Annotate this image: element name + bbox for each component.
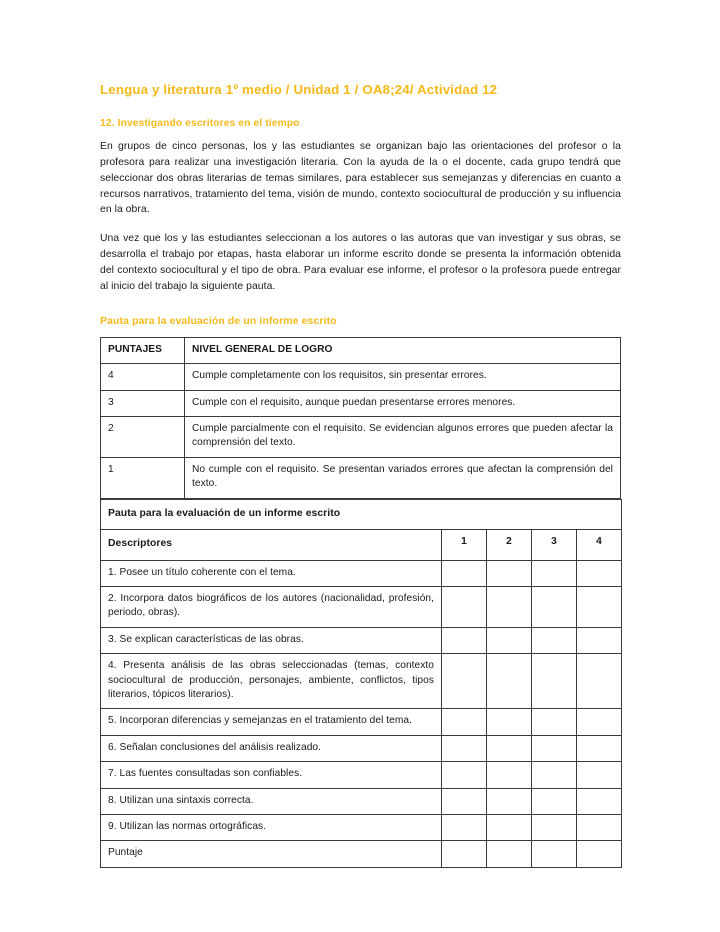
table-row bbox=[101, 654, 622, 709]
cell-score-4[interactable] bbox=[577, 654, 622, 709]
cell-total-score-1[interactable] bbox=[442, 841, 487, 867]
cell-descriptor: 3. Se explican características de las obras. bbox=[101, 627, 442, 653]
descriptors-banner: Pauta para la evaluación de un informe escrito bbox=[101, 499, 622, 529]
cell-score-4[interactable] bbox=[577, 627, 622, 653]
cell-score-1[interactable] bbox=[442, 788, 487, 814]
descriptors-banner-row bbox=[101, 499, 622, 529]
cell-score-4[interactable] bbox=[577, 735, 622, 761]
cell-score-1[interactable] bbox=[442, 560, 487, 586]
header-puntajes: PUNTAJES bbox=[101, 337, 185, 363]
cell-score-2[interactable] bbox=[487, 627, 532, 653]
table-row bbox=[101, 560, 622, 586]
cell-descriptor: 5. Incorporan diferencias y semejanzas en el tratamiento del tema. bbox=[101, 709, 442, 735]
table-row bbox=[101, 457, 621, 498]
cell-score-4[interactable] bbox=[577, 709, 622, 735]
cell-score-1[interactable] bbox=[442, 627, 487, 653]
header-score-1: 1 bbox=[442, 530, 487, 560]
table-row bbox=[101, 814, 622, 840]
header-descriptores: Descriptores bbox=[101, 530, 442, 560]
intro-paragraph-2: Una vez que los y las estudiantes seleccionan a los autores o las autoras que van investigar y sus obras, se desarrolla el trabajo por etapas, hasta elaborar un informe escrito donde se presenta la información obtenida del contexto sociocultural y el tipo de obra. Para evaluar ese informe, el profesor o la profesora puede entregar al inicio del trabajo la siguiente pauta. bbox=[100, 233, 621, 292]
cell-total-score-3[interactable] bbox=[532, 841, 577, 867]
cell-score-2[interactable] bbox=[487, 560, 532, 586]
cell-level-description: Cumple parcialmente con el requisito. Se evidencian algunos errores que pueden afectar la comprensión del texto. bbox=[185, 417, 621, 458]
section-heading-rubric: Pauta para la evaluación de un informe escrito bbox=[100, 316, 337, 328]
cell-descriptor: 2. Incorpora datos biográficos de los autores (nacionalidad, profesión, periodo, obras). bbox=[101, 586, 442, 627]
cell-level-description: Cumple con el requisito, aunque puedan presentarse errores menores. bbox=[185, 390, 621, 416]
total-row bbox=[101, 841, 622, 867]
table-row bbox=[101, 364, 621, 390]
cell-score: 2 bbox=[101, 417, 185, 458]
cell-score-2[interactable] bbox=[487, 788, 532, 814]
header-score-3: 3 bbox=[532, 530, 577, 560]
cell-score-2[interactable] bbox=[487, 762, 532, 788]
cell-score-2[interactable] bbox=[487, 586, 532, 627]
cell-score-1[interactable] bbox=[442, 762, 487, 788]
cell-score-4[interactable] bbox=[577, 788, 622, 814]
cell-total-score-2[interactable] bbox=[487, 841, 532, 867]
table-row bbox=[101, 586, 622, 627]
cell-score-1[interactable] bbox=[442, 709, 487, 735]
table-header-row bbox=[101, 337, 621, 363]
cell-score-1[interactable] bbox=[442, 586, 487, 627]
cell-score-3[interactable] bbox=[532, 814, 577, 840]
cell-score-3[interactable] bbox=[532, 735, 577, 761]
cell-score-3[interactable] bbox=[532, 627, 577, 653]
cell-score-1[interactable] bbox=[442, 735, 487, 761]
levels-table bbox=[100, 337, 621, 499]
cell-score-3[interactable] bbox=[532, 788, 577, 814]
header-score-2: 2 bbox=[487, 530, 532, 560]
cell-descriptor: 6. Señalan conclusiones del análisis realizado. bbox=[101, 735, 442, 761]
descriptors-header-row bbox=[101, 530, 622, 560]
document-content bbox=[100, 82, 621, 868]
table-row bbox=[101, 788, 622, 814]
cell-score-2[interactable] bbox=[487, 709, 532, 735]
table-row bbox=[101, 709, 622, 735]
cell-descriptor: 9. Utilizan las normas ortográficas. bbox=[101, 814, 442, 840]
cell-score-3[interactable] bbox=[532, 709, 577, 735]
cell-score-3[interactable] bbox=[532, 560, 577, 586]
descriptors-table bbox=[100, 499, 622, 868]
page-title: Lengua y literatura 1º medio / Unidad 1 / OA8;24/ Actividad 12 bbox=[100, 82, 498, 97]
cell-total-label: Puntaje bbox=[101, 841, 442, 867]
cell-score-1[interactable] bbox=[442, 654, 487, 709]
cell-score-2[interactable] bbox=[487, 654, 532, 709]
cell-descriptor: 1. Posee un título coherente con el tema. bbox=[101, 560, 442, 586]
table-row bbox=[101, 390, 621, 416]
header-nivel-general-de-logro: NIVEL GENERAL DE LOGRO bbox=[185, 337, 621, 363]
cell-descriptor: 7. Las fuentes consultadas son confiables. bbox=[101, 762, 442, 788]
cell-score-4[interactable] bbox=[577, 814, 622, 840]
cell-score: 3 bbox=[101, 390, 185, 416]
cell-score-2[interactable] bbox=[487, 735, 532, 761]
cell-level-description: No cumple con el requisito. Se presentan variados errores que afectan la comprensión del texto. bbox=[185, 457, 621, 498]
table-row bbox=[101, 762, 622, 788]
cell-score-4[interactable] bbox=[577, 560, 622, 586]
activity-subtitle: 12. Investigando escritores en el tiempo bbox=[100, 117, 300, 129]
cell-score-4[interactable] bbox=[577, 762, 622, 788]
cell-score-4[interactable] bbox=[577, 586, 622, 627]
table-row bbox=[101, 735, 622, 761]
cell-score-1[interactable] bbox=[442, 814, 487, 840]
cell-score-2[interactable] bbox=[487, 814, 532, 840]
cell-score-3[interactable] bbox=[532, 654, 577, 709]
cell-level-description: Cumple completamente con los requisitos, sin presentar errores. bbox=[185, 364, 621, 390]
cell-score: 4 bbox=[101, 364, 185, 390]
table-row bbox=[101, 627, 622, 653]
intro-paragraph-1: En grupos de cinco personas, los y las estudiantes se organizan bajo las orientaciones del profesor o la profesora para realizar una investigación literaria. Con la ayuda de la o el docente, cada grupo tendrá que seleccionar dos obras literarias de temas similares, para establecer sus semejanzas y diferencias en cuanto a recursos narrativos, tratamiento del tema, visión de mundo, contexto sociocultural de producción y su influencia en la obra. bbox=[100, 141, 621, 216]
cell-score-3[interactable] bbox=[532, 586, 577, 627]
cell-descriptor: 4. Presenta análisis de las obras seleccionadas (temas, contexto sociocultural de producción, personajes, ambiente, conflictos, tipos literarios, tópicos literarios). bbox=[101, 654, 442, 709]
cell-total-score-4[interactable] bbox=[577, 841, 622, 867]
cell-descriptor: 8. Utilizan una sintaxis correcta. bbox=[101, 788, 442, 814]
header-score-4: 4 bbox=[577, 530, 622, 560]
table-row bbox=[101, 417, 621, 458]
cell-score-3[interactable] bbox=[532, 762, 577, 788]
cell-score: 1 bbox=[101, 457, 185, 498]
